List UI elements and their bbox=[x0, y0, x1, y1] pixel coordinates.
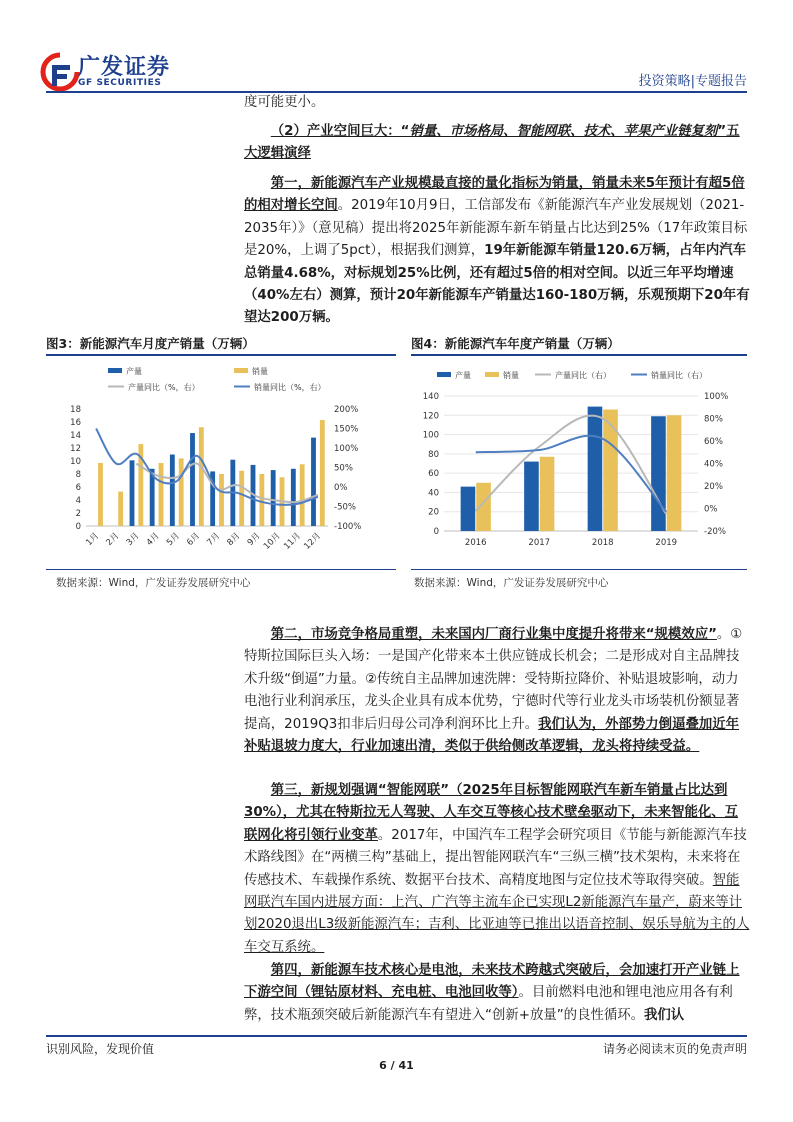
chart3-ytick-left-8: 16 bbox=[70, 418, 81, 428]
chart4-ytick-left-4: 80 bbox=[428, 449, 439, 460]
chart3-bar-production-5 bbox=[190, 433, 195, 526]
paragraph-fourth-lead: 第四，新能源车技术核心是电池，未来技术跨越式突破后，会加速打开产业链上下游空间（锂钴原材料、充电桩、电池回收等） bbox=[244, 963, 740, 1001]
paragraph-second-emphasis: 我们认为，外部势力倒逼叠加近年补贴退坡力度大，行业加速出清，类似于供给侧改革逻辑，龙头将持续受益。 bbox=[244, 716, 740, 755]
chart4-bar-production-2 bbox=[588, 407, 603, 531]
chart4-legend-swatch-0 bbox=[437, 372, 451, 377]
chart3-xtick-3: 4月 bbox=[144, 531, 162, 548]
chart3-ytick-right-4: 100% bbox=[334, 444, 359, 454]
chart3-bar-production-9 bbox=[271, 470, 276, 526]
chart3-ytick-left-5: 10 bbox=[70, 457, 81, 467]
chart4-ytick-right-6: 100% bbox=[704, 392, 729, 402]
chart3-bar-sales-7 bbox=[239, 471, 244, 526]
chart4-ytick-right-2: 20% bbox=[704, 482, 723, 492]
paragraph-first-emphasis: 19年新能源车销量120.6万辆，占年内汽车总销量4.68%，对标规划25%比例，还有超过5倍的相对空间。以近三年平均增速（40%左右）测算，预计20年新能源车产销量达160-180万辆，乐观预期下20年有望达200万辆。 bbox=[244, 243, 750, 326]
logo-text-en: GF SECURITIES bbox=[78, 78, 162, 88]
chart4-legend-label-3: 销量同比（右） bbox=[651, 371, 707, 380]
figure-3-top-rule bbox=[46, 354, 396, 356]
chart4-ytick-left-1: 20 bbox=[428, 507, 439, 518]
paragraph-fourth-tail: 我们认 bbox=[644, 1007, 685, 1023]
chart3-xtick-9: 10月 bbox=[261, 531, 283, 552]
chart3-legend-label-2: 产量同比（%，右） bbox=[128, 383, 200, 392]
chart3-legend-label-1: 销量 bbox=[252, 367, 268, 376]
chart4-line-production-yoy bbox=[476, 416, 667, 515]
chart3-xtick-1: 2月 bbox=[104, 531, 122, 548]
chart4-ytick-right-3: 40% bbox=[704, 459, 723, 470]
chart4-ytick-right-0: -20% bbox=[704, 527, 726, 537]
chart3-ytick-left-1: 2 bbox=[75, 509, 81, 519]
chart3-legend-label-3: 销量同比（%，右） bbox=[254, 383, 326, 392]
figure-4-top-rule bbox=[411, 354, 747, 356]
heading-2-prefix: （2）产业空间巨大：“ bbox=[270, 124, 410, 139]
paragraph-fourth-body: 。目前燃料电池和锂电池应用各有利弊，技术瓶颈突破后新能源汽车有望进入“创新+放量”的良性循环。 bbox=[244, 985, 733, 1023]
chart4-bar-sales-1 bbox=[540, 457, 555, 531]
chart4-ytick-left-5: 100 bbox=[422, 430, 439, 441]
paragraph-third-progress: 智能网联汽车国内进展方面：上汽、广汽等主流车企已实现L2新能源汽车量产，蔚来等计划2020退出L3级新能源汽车；吉利、比亚迪等已推出以语音控制、娱乐导航为主的人车交互系统。 bbox=[244, 872, 750, 955]
chart3-xtick-6: 7月 bbox=[205, 531, 223, 548]
logo-text-cn: 广发证券 bbox=[78, 55, 171, 80]
figure-4-title: 图4：新能源汽车年度产销量（万辆） bbox=[411, 336, 620, 351]
paragraph-second-lead: 第二，市场竞争格局重塑，未来国内厂商行业集中度提升将带来“规模效应” bbox=[270, 627, 717, 642]
paragraph-third-body: 。2017年，中国汽车工程学会研究项目《节能与新能源汽车技术路线图》在“两横三构”基础上，提出智能网联汽车“三纵三横”技术架构，未来将在传感技术、车载操作系统、数据平台技术、高精度地图与定位技术等取得突破。 bbox=[244, 827, 747, 888]
chart4-xtick-1: 2017 bbox=[528, 538, 551, 548]
chart3-legend-swatch-0 bbox=[108, 368, 122, 373]
paragraph-continuation bbox=[244, 92, 750, 114]
chart4-bar-sales-2 bbox=[603, 410, 618, 532]
chart3-legend-label-0: 产量 bbox=[126, 367, 142, 376]
chart3-bar-production-11 bbox=[311, 438, 316, 526]
chart3-ytick-left-7: 14 bbox=[70, 431, 81, 441]
chart3-ytick-right-3: 50% bbox=[334, 463, 353, 474]
paragraph-fourth bbox=[244, 960, 750, 1027]
chart3-bar-sales-0 bbox=[98, 463, 103, 526]
paragraph-first-lead: 第一，新能源汽车产业规模最直接的量化指标为销量，销量未来5年预计有超5倍的相对增长空间 bbox=[244, 176, 745, 214]
paragraph-third bbox=[244, 780, 750, 959]
figure-3-bottom-rule bbox=[46, 569, 396, 570]
chart3-legend-swatch-1 bbox=[234, 368, 248, 373]
chart3-bar-sales-6 bbox=[219, 474, 224, 526]
chart4-bar-production-1 bbox=[524, 462, 539, 531]
figure-4-bottom-rule bbox=[411, 569, 747, 570]
chart3-ytick-right-0: -100% bbox=[334, 522, 362, 532]
footer-disclaimer-note: 请务必阅读末页的免责声明 bbox=[602, 1042, 747, 1056]
paragraph-first-body: 。2019年10月9日，工信部发布《新能源汽车产业发展规划（2021-2035年）》（意见稿）提出将2025年新能源车新车销量占比达到25%（17年政策目标是20%，上调了5pct），根据我们测算， bbox=[244, 198, 748, 259]
figure-3-chart bbox=[46, 360, 396, 566]
chart3-bar-sales-1 bbox=[118, 492, 123, 526]
paragraph-second bbox=[244, 624, 750, 758]
chart3-bar-sales-10 bbox=[300, 464, 305, 526]
chart4-ytick-left-6: 120 bbox=[422, 411, 439, 422]
chart4-xtick-0: 2016 bbox=[464, 538, 487, 548]
chart3-ytick-right-5: 150% bbox=[334, 424, 359, 435]
chart4-legend-label-0: 产量 bbox=[455, 371, 471, 380]
chart3-bar-sales-3 bbox=[159, 463, 164, 526]
chart4-ytick-right-1: 0% bbox=[704, 504, 718, 515]
paragraph-second-body: 。①特斯拉国际巨头入场：一是国产化带来本土供应链成长机会；二是形成对自主品牌技术升级“倒逼”力量。②传统自主品牌加速洗牌：受特斯拉降价、补贴退坡影响，动力电池行业利润承压，龙头企业具有成本优势，宁德时代等行业龙头市场装机份额显著提高，2019Q3扣非后归母公司净利润环比上升。 bbox=[244, 627, 743, 732]
paragraph-first bbox=[244, 173, 750, 330]
chart3-xtick-2: 3月 bbox=[124, 531, 142, 548]
chart3-xtick-8: 9月 bbox=[245, 531, 263, 548]
page-number: 6 / 41 bbox=[379, 1059, 414, 1072]
chart3-ytick-left-3: 6 bbox=[75, 483, 81, 493]
heading-2-suffix: ”五大逻辑演绎 bbox=[244, 124, 740, 162]
chart3-ytick-right-1: -50% bbox=[334, 502, 356, 513]
chart4-ytick-left-2: 40 bbox=[428, 488, 439, 499]
chart3-line-sales-yoy bbox=[96, 429, 318, 505]
chart4-line-sales-yoy bbox=[476, 436, 667, 512]
chart3-ytick-left-4: 8 bbox=[75, 470, 81, 480]
figure-4-source: 数据来源：Wind，广发证券发展研究中心 bbox=[414, 577, 609, 589]
chart3-ytick-left-9: 18 bbox=[70, 405, 81, 415]
chart3-bar-sales-4 bbox=[179, 458, 184, 526]
chart4-ytick-left-7: 140 bbox=[422, 392, 439, 402]
heading-2-keywords: 销量、市场格局、智能网联、技术、苹果产业链复刻 bbox=[409, 124, 718, 139]
chart3-xtick-7: 8月 bbox=[225, 531, 243, 548]
chart3-xtick-4: 5月 bbox=[164, 531, 182, 548]
chart4-bar-sales-3 bbox=[667, 415, 682, 531]
chart4-ytick-left-3: 60 bbox=[428, 469, 439, 480]
chart4-xtick-3: 2019 bbox=[655, 538, 678, 548]
chart4-xtick-2: 2018 bbox=[591, 538, 614, 548]
chart4-bar-production-0 bbox=[461, 487, 476, 531]
footer-slogan: 识别风险，发现价值 bbox=[46, 1042, 155, 1056]
footer-divider bbox=[46, 1035, 747, 1037]
figure-3-source: 数据来源：Wind，广发证券发展研究中心 bbox=[56, 577, 251, 589]
chart4-ytick-left-0: 0 bbox=[433, 527, 439, 537]
chart3-xtick-0: 1月 bbox=[84, 531, 102, 548]
chart3-bar-sales-11 bbox=[320, 420, 325, 526]
gf-logo-icon bbox=[40, 52, 80, 92]
chart3-ytick-left-2: 4 bbox=[75, 496, 81, 506]
chart3-bar-production-2 bbox=[130, 460, 135, 526]
chart3-bar-production-4 bbox=[170, 455, 175, 527]
chart3-xtick-5: 6月 bbox=[185, 531, 203, 548]
chart4-legend-label-1: 销量 bbox=[503, 371, 519, 380]
chart4-bar-production-3 bbox=[651, 416, 666, 531]
chart3-bar-production-10 bbox=[291, 469, 296, 526]
chart4-legend-label-2: 产量同比（右） bbox=[555, 371, 611, 380]
chart3-xtick-10: 11月 bbox=[282, 531, 303, 552]
section-heading-2 bbox=[244, 121, 750, 166]
paragraph-0-text: 度可能更小。 bbox=[244, 95, 325, 110]
report-section-label: 投资策略|专题报告 bbox=[638, 74, 747, 89]
figure-4-chart bbox=[411, 360, 747, 566]
paragraph-third-lead: 第三，新规划强调“智能网联”（2025年目标智能网联汽车新车销量占比达到30%），尤其在特斯拉无人驾驶、人车交互等核心技术壁垒驱动下，未来智能化、互联网化将引领行业变革 bbox=[244, 783, 739, 843]
chart3-ytick-left-6: 12 bbox=[70, 444, 81, 454]
chart3-xtick-11: 12月 bbox=[302, 531, 324, 552]
chart3-ytick-right-2: 0% bbox=[334, 483, 348, 493]
chart4-ytick-right-5: 80% bbox=[704, 414, 723, 425]
chart3-ytick-right-6: 200% bbox=[334, 405, 359, 415]
chart4-legend-swatch-1 bbox=[485, 372, 499, 377]
chart3-ytick-left-0: 0 bbox=[75, 522, 81, 532]
figure-3-title: 图3：新能源汽车月度产销量（万辆） bbox=[46, 336, 255, 351]
chart4-ytick-right-4: 60% bbox=[704, 437, 723, 447]
chart3-bar-sales-5 bbox=[199, 427, 204, 526]
chart3-bar-sales-8 bbox=[259, 474, 264, 526]
